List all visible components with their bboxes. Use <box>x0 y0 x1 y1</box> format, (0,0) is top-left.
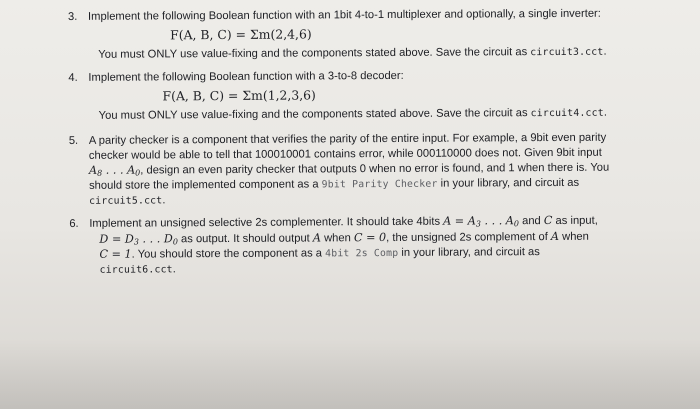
question-5-a8: A <box>88 163 98 177</box>
question-5-ellipsis: . . . A <box>102 163 136 177</box>
question-5-line-4-prefix: should store the implemented component as a <box>89 178 319 193</box>
question-5-number: 5. <box>68 135 79 148</box>
question-6-line-1-end: as input, <box>555 214 598 228</box>
question-5-a8-sub: 8 <box>97 168 103 178</box>
question-5-line-2-suffix: . Given 9bit input <box>517 146 602 160</box>
question-4-note-suffix: . <box>603 106 607 119</box>
question-3-number: 3. <box>68 10 78 23</box>
bottom-shadow <box>0 339 700 409</box>
question-4 <box>60 67 680 124</box>
question-3-text: Implement the following Boolean function with an 1bit 4-to-1 multiplexer and optionally, a single inverter: <box>88 7 601 23</box>
question-6-line-3-suffix: in your library, and circuit as <box>401 246 540 260</box>
question-4-note-prefix: You must ONLY use value-fixing and the components stated above. Save the circuit as <box>98 107 528 123</box>
question-5-a0-sub: 0 <box>135 168 141 178</box>
question-6-when-second: when <box>562 230 589 243</box>
question-6-line-3-text: . You should store the component as a <box>131 247 323 261</box>
question-3-filename: circuit3.cct <box>530 46 604 59</box>
question-5-line-1: A parity checker is a component that verifies the parity of the entire input. For example, a 9bit even parity <box>88 131 607 147</box>
question-3-note <box>98 44 680 62</box>
question-6-number: 6. <box>69 217 79 231</box>
question-6-d-ellipsis: . . . D <box>138 231 173 246</box>
question-6-a-ellipsis: . . . A <box>480 214 514 228</box>
question-6-c-one: C = 1 <box>99 247 132 261</box>
question-5-filename: circuit5.cct <box>89 195 163 208</box>
question-4-note <box>99 105 681 123</box>
question-4-text: Implement the following Boolean function with a 3-to-8 decoder: <box>88 69 404 84</box>
question-3-note-prefix: You must ONLY use value-fixing and the components stated above. Save the circuit as <box>98 46 528 61</box>
question-5-line-2-prefix: checker would be able to tell that 100010001 contains error, while 000110000 does <box>88 147 500 162</box>
question-6-d-equals: D = D <box>99 232 134 246</box>
question-5-not: not <box>502 147 518 160</box>
question-6-d3-sub: 3 <box>133 237 139 247</box>
question-6 <box>61 213 681 278</box>
question-6-c: C <box>543 214 553 228</box>
question-6-a3-sub: 3 <box>475 219 481 229</box>
question-6-output-a: A <box>312 231 321 245</box>
question-5 <box>61 130 681 209</box>
question-6-when: when <box>324 231 351 245</box>
question-6-line-4-suffix: . <box>172 263 176 276</box>
question-6-and: and <box>522 215 541 228</box>
question-5-line-4-suffix: in your library, and circuit as <box>440 177 580 190</box>
question-5-component-name: 9bit Parity Checker <box>321 178 438 191</box>
question-4-number: 4. <box>68 71 78 85</box>
question-6-d0-sub: 0 <box>172 236 178 246</box>
question-5-line-3-text: , design an even parity checker that outputs 0 when no error is found, and 1 when there is. You <box>140 161 610 177</box>
question-6-c-zero: C = 0 <box>353 230 387 244</box>
question-6-a0-sub: 0 <box>513 219 520 229</box>
question-4-formula: F(A, B, C) = Σm(1,2,3,6) <box>162 87 316 104</box>
question-5-line-5-suffix: . <box>162 194 166 207</box>
question-3-formula: F(A, B, C) = Σm(2,4,6) <box>170 26 312 43</box>
assignment-text <box>60 6 682 286</box>
question-4-filename: circuit4.cct <box>530 107 604 120</box>
question-6-line-2-mid: as output. It should output <box>180 232 310 245</box>
question-6-filename: circuit6.cct <box>99 264 173 276</box>
question-6-line-2-end: , the unsigned 2s complement of <box>386 230 548 244</box>
question-6-line-1-prefix: Implement an unsigned selective 2s complementer. It should take 4bits <box>89 215 441 230</box>
question-3 <box>60 6 680 63</box>
question-6-a-equals: A = A <box>443 214 476 228</box>
question-3-note-suffix: . <box>603 45 607 58</box>
question-6-component-name: 4bit 2s Comp <box>325 248 399 260</box>
question-6-a-second: A <box>550 229 560 243</box>
